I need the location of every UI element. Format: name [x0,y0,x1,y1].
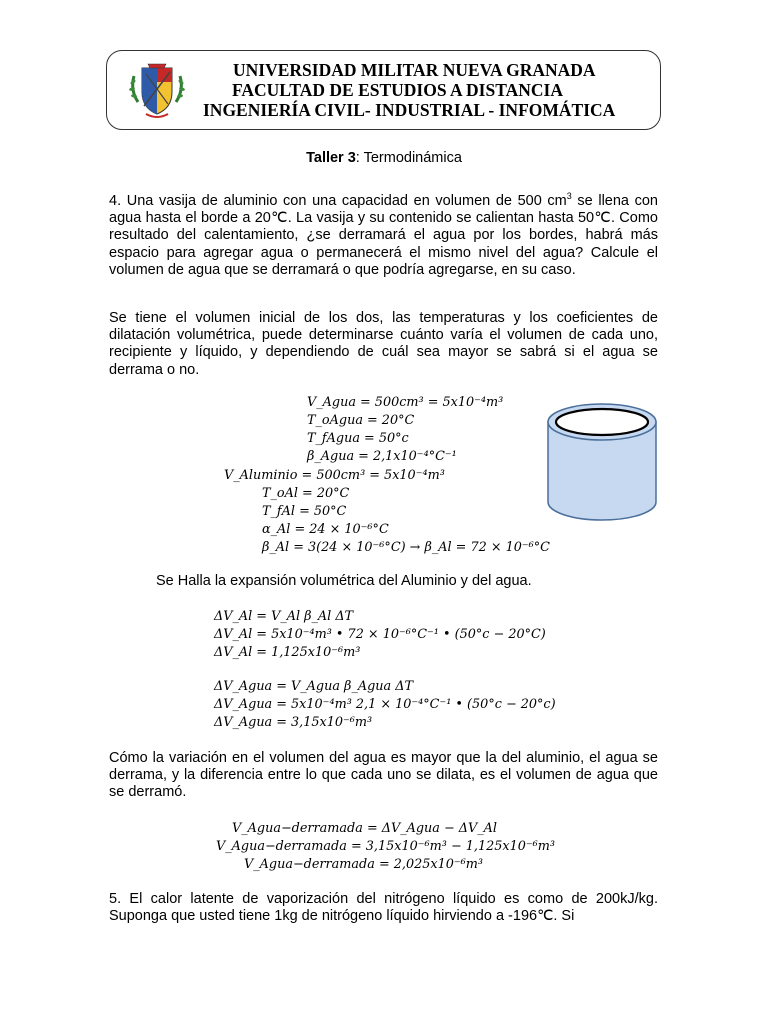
eq-delta-v-agua-formula: ΔV_Agua = V_Agua β_Agua ΔT [214,679,414,694]
eq-beta-al: β_Al = 3(24 × 10⁻⁶°C) → β_Al = 72 × 10⁻⁶°C [262,540,550,555]
eq-to-agua: T_oAgua = 20°C [307,413,415,428]
problem-5-statement: 5. El calor latente de vaporización del nitrógeno líquido es como de 200kJ/kg. Suponga que usted tiene 1kg de nitrógeno líquido hirviendo a -196℃. Si [109,891,658,925]
spill-conclusion: Cómo la variación en el volumen del agua es mayor que la del aluminio, el agua se derrama, y la diferencia entre lo que cada uno se dilata, es el volumen de agua que se derramó. [109,750,658,801]
eq-v-aluminio: V_Aluminio = 500cm³ = 5x10⁻⁴m³ [224,468,445,483]
problem-4-statement: 4. Una vasija de aluminio con una capacidad en volumen de 500 $cm^3$ se llena con agua hasta el borde a 20℃. La vasija y su contenido se calientan hasta 50℃. Como resultado del calentamiento, ¿se derramará el agua por los bordes, habrá más espacio para agregar agua o permanecerá el mismo nivel del agua? Calcule el volumen de agua que se derramará o que podría agregarse, en su caso. [109,191,658,278]
eq-tf-agua: T_fAgua = 50°c [307,431,409,446]
eq-spilled-result: V_Agua−derramada = 2,025x10⁻⁶m³ [244,857,484,872]
eq-beta-agua: β_Agua = 2,1x10⁻⁴°C⁻¹ [307,449,457,464]
solution-intro: Se tiene el volumen inicial de los dos, las temperaturas y los coeficientes de dilatación volumétrica, puede determinarse cuánto varía el volumen de cada uno, recipiente y líquido, y dependiendo de cuál sea mayor se sabrá si el agua se derrama o no. [109,310,658,378]
eq-delta-v-agua-result: ΔV_Agua = 3,15x10⁻⁶m³ [214,715,373,730]
faculty-name: FACULTAD DE ESTUDIOS A DISTANCIA [232,80,563,100]
eq-to-al: T_oAl = 20°C [262,486,350,501]
eq-delta-v-al-substitution: ΔV_Al = 5x10⁻⁴m³ • 72 × 10⁻⁶°C⁻¹ • (50°c − 20°C) [214,627,546,642]
title-bold: Taller 3 [306,150,356,166]
eq-spilled-formula: V_Agua−derramada = ΔV_Agua − ΔV_Al [232,821,497,836]
aluminum-vessel-illustration [545,400,660,525]
eq-delta-v-al-result: ΔV_Al = 1,125x10⁻⁶m³ [214,645,361,660]
expansion-heading: Se Halla la expansión volumétrica del Aluminio y del agua. [156,573,532,589]
eq-tf-al: T_fAl = 50°C [262,504,347,519]
program-name: INGENIERÍA CIVIL- INDUSTRIAL - INFOMÁTICA [203,100,616,120]
eq-delta-v-al-formula: ΔV_Al = V_Al β_Al ΔT [214,609,354,624]
page-title [0,150,768,166]
university-crest-logo [126,62,188,122]
eq-alpha-al: α_Al = 24 × 10⁻⁶°C [262,522,389,537]
eq-delta-v-agua-substitution: ΔV_Agua = 5x10⁻⁴m³ 2,1 × 10⁻⁴°C⁻¹ • (50°c − 20°c) [214,697,556,712]
title-rest: : Termodinámica [355,150,462,166]
university-name: UNIVERSIDAD MILITAR NUEVA GRANADA [233,60,596,80]
eq-spilled-substitution: V_Agua−derramada = 3,15x10⁻⁶m³ − 1,125x10⁻⁶m³ [216,839,556,854]
eq-v-agua: V_Agua = 500cm³ = 5x10⁻⁴m³ [307,395,504,410]
